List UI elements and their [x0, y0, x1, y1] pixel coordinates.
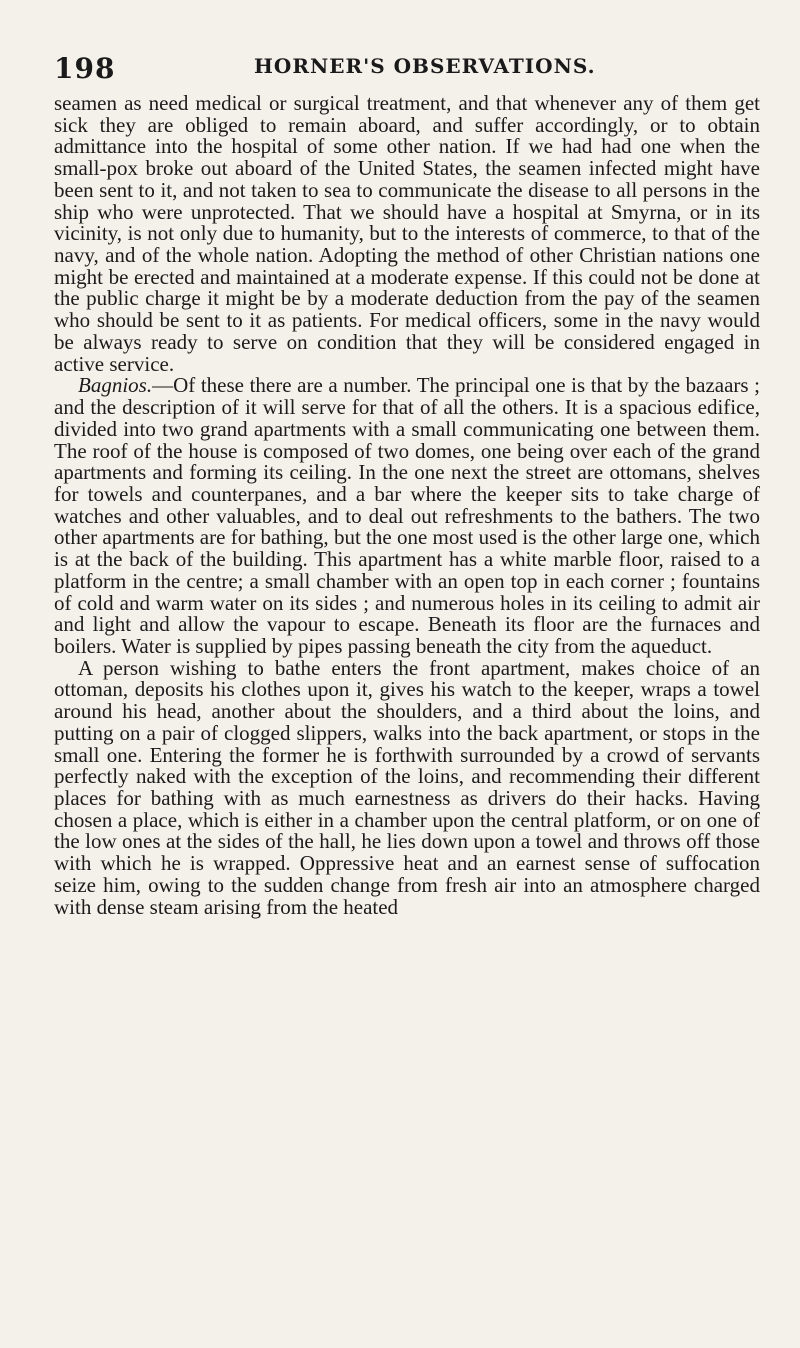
- paragraph-bagnios: [54, 375, 760, 657]
- running-head: HORNER'S OBSERVATIONS.: [254, 54, 596, 78]
- paragraph-text: A person wishing to bathe enters the front apartment, makes choice of an ottoman, deposits his clothes upon it, gives his watch to the keeper, wraps a towel around his head, another about the shoulders, and a third about the loins, and putting on a pair of clogged slippers, walks into the back apartment, or stops in the small one. Entering the former he is forthwith surrounded by a crowd of servants perfectly naked with the exception of the loins, and recommending their different places for bathing with as much earnestness as drivers do their hacks. Having chosen a place, which is either in a chamber upon the central platform, or on one of the low ones at the sides of the hall, he lies down upon a towel and throws off those with which he is wrapped. Oppressive heat and an earnest sense of suffocation seize him, owing to the sudden change from fresh air into an atmosphere charged with dense steam arising from the heated: [54, 655, 760, 919]
- paragraph: [54, 655, 760, 919]
- body-text: [54, 93, 760, 918]
- paragraph-lead-italic: Bagnios.: [78, 373, 153, 398]
- paragraph-text: —Of these there are a number. The principal one is that by the bazaars ; and the description of it will serve for that of all the others. It is a spacious edifice, divided into two grand apartments with a small communicating one between them. The roof of the house is composed of two domes, one being over each of the grand apartments and forming its ceiling. In the one next the street are ottomans, shelves for towels and counterpanes, and a bar where the keeper sits to take charge of watches and other valuables, and to deal out refreshments to the bathers. The two other apartments are for bathing, but the one most used is the other large one, which is at the back of the building. This apartment has a white marble floor, raised to a platform in the centre; a small chamber with an open top in each corner ; fountains of cold and warm water on its sides ; and numerous holes in its ceiling to admit air and light and allow the vapour to escape. Beneath its floor are the furnaces and boilers. Water is supplied by pipes passing beneath the city from the aqueduct.: [54, 373, 760, 658]
- paragraph-text: seamen as need medical or surgical treatment, and that whenever any of them get sick they are obliged to remain aboard, and suffer accordingly, or to obtain admittance into the hospital of some other nation. If we had had one when the small-pox broke out aboard of the United States, the seamen infected might have been sent to it, and not taken to sea to communicate the disease to all persons in the ship who were unprotected. That we should have a hospital at Smyrna, or in its vicinity, is not only due to humanity, but to the interests of commerce, to that of the navy, and of the whole nation. Adopting the method of other Christian nations one might be erected and maintained at a moderate expense. If this could not be done at the public charge it might be by a moderate deduction from the pay of the seamen who should be sent to it as patients. For medical officers, some in the navy would be always ready to serve on condition that they will be considered engaged in active service.: [54, 91, 760, 376]
- page-header: [54, 50, 754, 86]
- paragraph: [54, 93, 760, 375]
- page-number: 198: [54, 52, 116, 85]
